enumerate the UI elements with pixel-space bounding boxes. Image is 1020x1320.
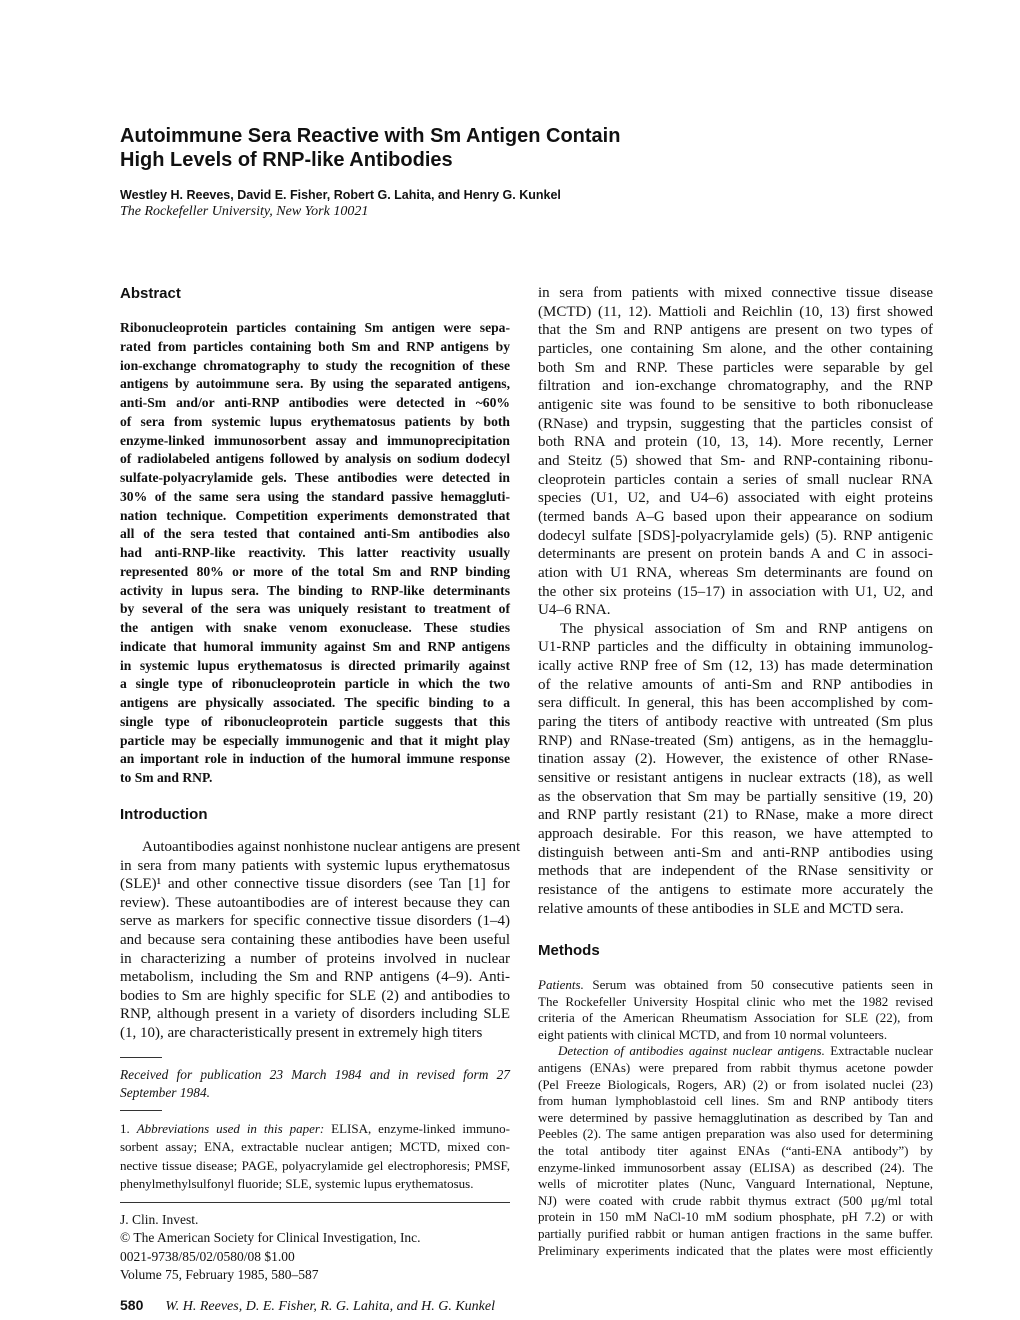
text-line: by several of the sera was uniquely resistant to treatment of (120, 601, 510, 617)
text-line: species (U1, U2, and U4–6) associated with eight proteins (538, 490, 933, 507)
text-line: protein in 150 mM NaCl-10 mM sodium phosphate, pH 7.2) or with (538, 1209, 933, 1225)
text-line: determinants are present on protein bands A and C in associ- (538, 546, 933, 563)
paper-title (120, 124, 620, 172)
volume-info: Volume 75, February 1985, 580–587 (120, 1266, 319, 1282)
text-line: the other six proteins (15–17) in association with U1, U2, and (538, 583, 933, 600)
copyright: © The American Society for Clinical Investigation, Inc. (120, 1230, 421, 1246)
text-line: of sera from systemic lupus erythematosus patients by both (120, 413, 510, 429)
abbreviations-footnote (120, 1120, 510, 1193)
text-line: antigens are physically associated. The specific binding to a (120, 695, 510, 710)
text-line: particles, one containing Sm alone, and the other containing (538, 340, 933, 357)
footnote-text: ELISA, enzyme-linked immuno- (324, 1121, 510, 1136)
footnote-rule (120, 1057, 162, 1058)
text-line: RNP) and RNase-treated (Sm) antigens, as in the hemagglu- (538, 732, 933, 749)
text-line: particle may be especially immunogenic and that it might play (120, 732, 510, 748)
text-line: and because sera containing these antibodies have been useful (120, 931, 510, 948)
patients-line (538, 977, 933, 994)
text-line: were determined by passive hemagglutination as described by Tan and (538, 1109, 933, 1125)
text-line: criteria of the American Rheumatism Association for SLE (22), from (538, 1010, 933, 1026)
text-line: Autoantibodies against nonhistone nuclear antigens are present (142, 839, 521, 855)
text-line: partially purified rabbit or human antigen fractions in the same buffer. (538, 1225, 933, 1241)
text-line: NJ) were coated with crude rabbit thymus extract (500 μg/ml total (538, 1192, 933, 1208)
text-line: sensitive or resistant antigens in nuclear extracts (18), as well (538, 770, 933, 787)
text-line: review). These autoantibodies are of interest because they can (120, 894, 510, 911)
detection-line (538, 1043, 933, 1060)
text-line: the total antibody titer against ENAs (“anti-ENA antibody”) by (538, 1142, 933, 1158)
text-line: filtration and ion-exchange chromatography, and the RNP (538, 378, 933, 395)
subsection-label: Detection of antibodies against nuclear antigens. (558, 1043, 825, 1059)
introduction-body (120, 838, 521, 1043)
footnote-text: phenylmethylsulfonyl fluoride; SLE, systemic lupus erythematosus. (120, 1175, 474, 1191)
text-line: Preliminary experiments indicated that the plates were most efficiently (538, 1242, 933, 1258)
text-line: sulfate-polyacrylamide gels. These antibodies were detected in (120, 470, 510, 485)
text-line: in sera from patients with mixed connective tissue disease (538, 285, 933, 301)
detection-text (538, 1060, 933, 1259)
text-line: (MCTD) (11, 12). Mattioli and Reichlin (10, 13) first showed (538, 303, 933, 320)
right-column-text (538, 284, 933, 918)
text-line: (termed bands A–G based upon their appearance on sodium (538, 508, 933, 525)
text-line: paring the titers of antibody reactive with untreated (Sm plus (538, 714, 933, 731)
text-line: The Rockefeller University Hospital clinic who met the 1982 revised (538, 993, 933, 1009)
text-line: represented 80% or more of the total Sm and RNP binding (120, 563, 510, 579)
introduction-heading: Introduction (120, 806, 208, 823)
paragraph (538, 284, 933, 620)
text-line: approach desirable. For this reason, we have attempted to (538, 826, 933, 843)
text-line: of radiolabeled antigens followed by analysis on sodium dodecyl (120, 451, 510, 467)
text-line: enzyme-linked immunosorbent assay and immunoprecipitation (120, 432, 510, 448)
text-line: that the Sm and RNP antigens are present on two types of (538, 322, 933, 339)
text-line: single type of ribonucleoprotein particle suggests that this (120, 713, 510, 729)
text-line: metabolism, including the Sm and RNP antigens (4–9). Anti- (120, 969, 510, 986)
text-line: in characterizing a number of proteins involved in nuclear (120, 950, 510, 967)
footnote-number: 1. (120, 1121, 137, 1136)
page-number: 580 (120, 1297, 144, 1313)
text-line: tination assay (2). However, the existence of other RNase- (538, 751, 933, 768)
methods-heading: Methods (538, 942, 600, 959)
text-line: 30% of the same sera using the standard passive hemaggluti- (120, 488, 510, 504)
text-line: the antigen with snake venom exonuclease. These studies (120, 620, 510, 635)
footnote-divider (120, 1202, 510, 1203)
text-line: all of the sera tested that contained anti-Sm antibodies also (120, 526, 510, 542)
text-line: (1, 10), are characteristically present in extremely high titers (120, 1024, 483, 1041)
title-line: Autoimmune Sera Reactive with Sm Antigen Contain (120, 125, 621, 147)
text-line: and Steitz (5) showed that Sm- and RNP-containing ribonu- (538, 452, 933, 469)
text-line: both RNA and protein (10, 13, 14). More recently, Lerner (538, 434, 933, 451)
text-line: RNP, although present in a variety of disorders including SLE (120, 1006, 510, 1023)
text-line: U1-RNP particles and the difficulty in obtaining immunolog- (538, 639, 933, 656)
text-line: to Sm and RNP. (120, 770, 213, 785)
text-line: had anti-RNP-like reactivity. This latter reactivity usually (120, 545, 510, 560)
text-line: in systemic lupus erythematosus is directed primarily against (120, 657, 510, 673)
footnote-rule (120, 1110, 162, 1111)
text-line: antigenic site was found to be sensitive to both ribonuclease (538, 396, 933, 413)
text-line: activity in lupus sera. The binding to RNP-like determinants (120, 582, 510, 598)
text-line: methods that are independent of the RNase sensitivity or (538, 863, 933, 880)
affiliation: The Rockefeller University, New York 10021 (120, 204, 369, 219)
footnote-text: nective tissue disease; PAGE, polyacrylamide gel electrophoresis; PMSF, (120, 1157, 510, 1173)
text-line: resistance of the antigens to estimate more accurately the (538, 882, 933, 898)
journal-name: J. Clin. Invest. (120, 1212, 199, 1227)
text-line: The physical association of Sm and RNP antigens on (560, 620, 933, 637)
text-line: (SLE)¹ and other connective tissue disorders (see Tan [1] for (120, 876, 510, 893)
running-authors: W. H. Reeves, D. E. Fisher, R. G. Lahita, and H. G. Kunkel (165, 1299, 495, 1314)
text-line: as the observation that Sm may be partially sensitive (19, 20) (538, 788, 933, 805)
abstract-body (120, 319, 510, 788)
text-line: ically active RNP free of Sm (12, 13) has made determination (538, 658, 933, 675)
title-line: High Levels of RNP-like Antibodies (120, 149, 453, 171)
text-line: serve as markers for specific connective tissue disorders (1–4) (120, 913, 510, 930)
paragraph (538, 620, 933, 919)
text-line: relative amounts of these antibodies in SLE and MCTD sera. (538, 900, 904, 917)
text-line: U4–6 RNA. (538, 602, 611, 619)
text-line: indicate that humoral immunity against Sm and RNP antigens (120, 638, 510, 654)
text-line: anti-Sm and/or anti-RNP antibodies were detected in ~60% (120, 395, 510, 410)
text-line: rated from particles containing both Sm and RNP antigens by (120, 338, 510, 354)
text-line: Received for publication 23 March 1984 and in revised form 27 (120, 1067, 510, 1082)
text-line: (Pel Freeze Biologicals, Rogers, AR) (2) or from isolated nuclei (23) (538, 1076, 933, 1092)
abstract-heading: Abstract (120, 285, 181, 302)
text-line: distinguish between anti-Sm and anti-RNP antibodies using (538, 844, 933, 861)
issn-price: 0021-9738/85/02/0580/08 $1.00 (120, 1248, 295, 1264)
text-line: and RNP partly resistant (21) to RNase, make a more direct (538, 807, 933, 824)
text-line: nation technique. Competition experiments demonstrated that (120, 507, 510, 523)
text-line: in sera from many patients with systemic lupus erythematosus (120, 857, 510, 874)
text: Extractable nuclear (824, 1043, 933, 1059)
subsection-label: Patients. (538, 977, 584, 992)
text-line: a single type of ribonucleoprotein particle in which the two (120, 676, 510, 692)
publication-info (120, 1211, 421, 1284)
text-line: sera difficult. In general, this has been accomplished by com- (538, 695, 933, 712)
text-line: Ribonucleoprotein particles containing Sm antigen were sepa- (120, 320, 510, 335)
text-line: September 1984. (120, 1085, 210, 1100)
text-line: antigens (ENAs) were prepared from rabbit thymus acetone powder (538, 1059, 933, 1075)
author-list: Westley H. Reeves, David E. Fisher, Robert G. Lahita, and Henry G. Kunkel (120, 188, 561, 202)
text-line: ation with U1 RNA, whereas Sm determinants are found on (538, 564, 933, 581)
text-line: enzyme-linked immunosorbent assay (ELISA) as described (24). The (538, 1159, 933, 1175)
text-line: from human lymphoblastoid cell lines. Sm and RNP antibody titers (538, 1093, 933, 1109)
text-line: an important role in induction of the humoral immune response (120, 751, 510, 767)
text-line: wells of microtiter plates (Nunc, Vanguard International, Neptune, (538, 1176, 933, 1192)
methods-body (538, 977, 933, 1259)
text-line: of the relative amounts of anti-Sm and RNP antibodies in (538, 676, 933, 693)
received-note (120, 1066, 510, 1102)
text-line: both Sm and RNP. These particles were separable by gel (538, 359, 933, 376)
footnote-label: Abbreviations used in this paper: (136, 1121, 325, 1136)
text-line: ion-exchange chromatography to study the recognition of these (120, 357, 510, 373)
text-line: eight patients with clinical MCTD, and from 10 normal volunteers. (538, 1026, 888, 1042)
text-line: bodies to Sm are highly specific for SLE (2) and antibodies to (120, 987, 510, 1004)
text-line: antigens by autoimmune sera. By using the separated antigens, (120, 376, 510, 392)
footnote-text: sorbent assay; ENA, extractable nuclear antigen; MCTD, mixed con- (120, 1139, 510, 1155)
text-line: dodecyl sulfate [SDS]-polyacrylamide gels) (5). RNP antigenic (538, 527, 933, 544)
text: Serum was obtained from 50 consecutive patients seen in (583, 977, 933, 992)
text-line: cleoprotein particles contain a series of small nuclear RNA (538, 471, 933, 488)
text-line: Peebles (2). The same antigen preparation was also used for determining (538, 1126, 933, 1142)
text-line: (RNase) and trypsin, suggesting that the particles consist of (538, 415, 933, 432)
page-footer (120, 1297, 495, 1315)
